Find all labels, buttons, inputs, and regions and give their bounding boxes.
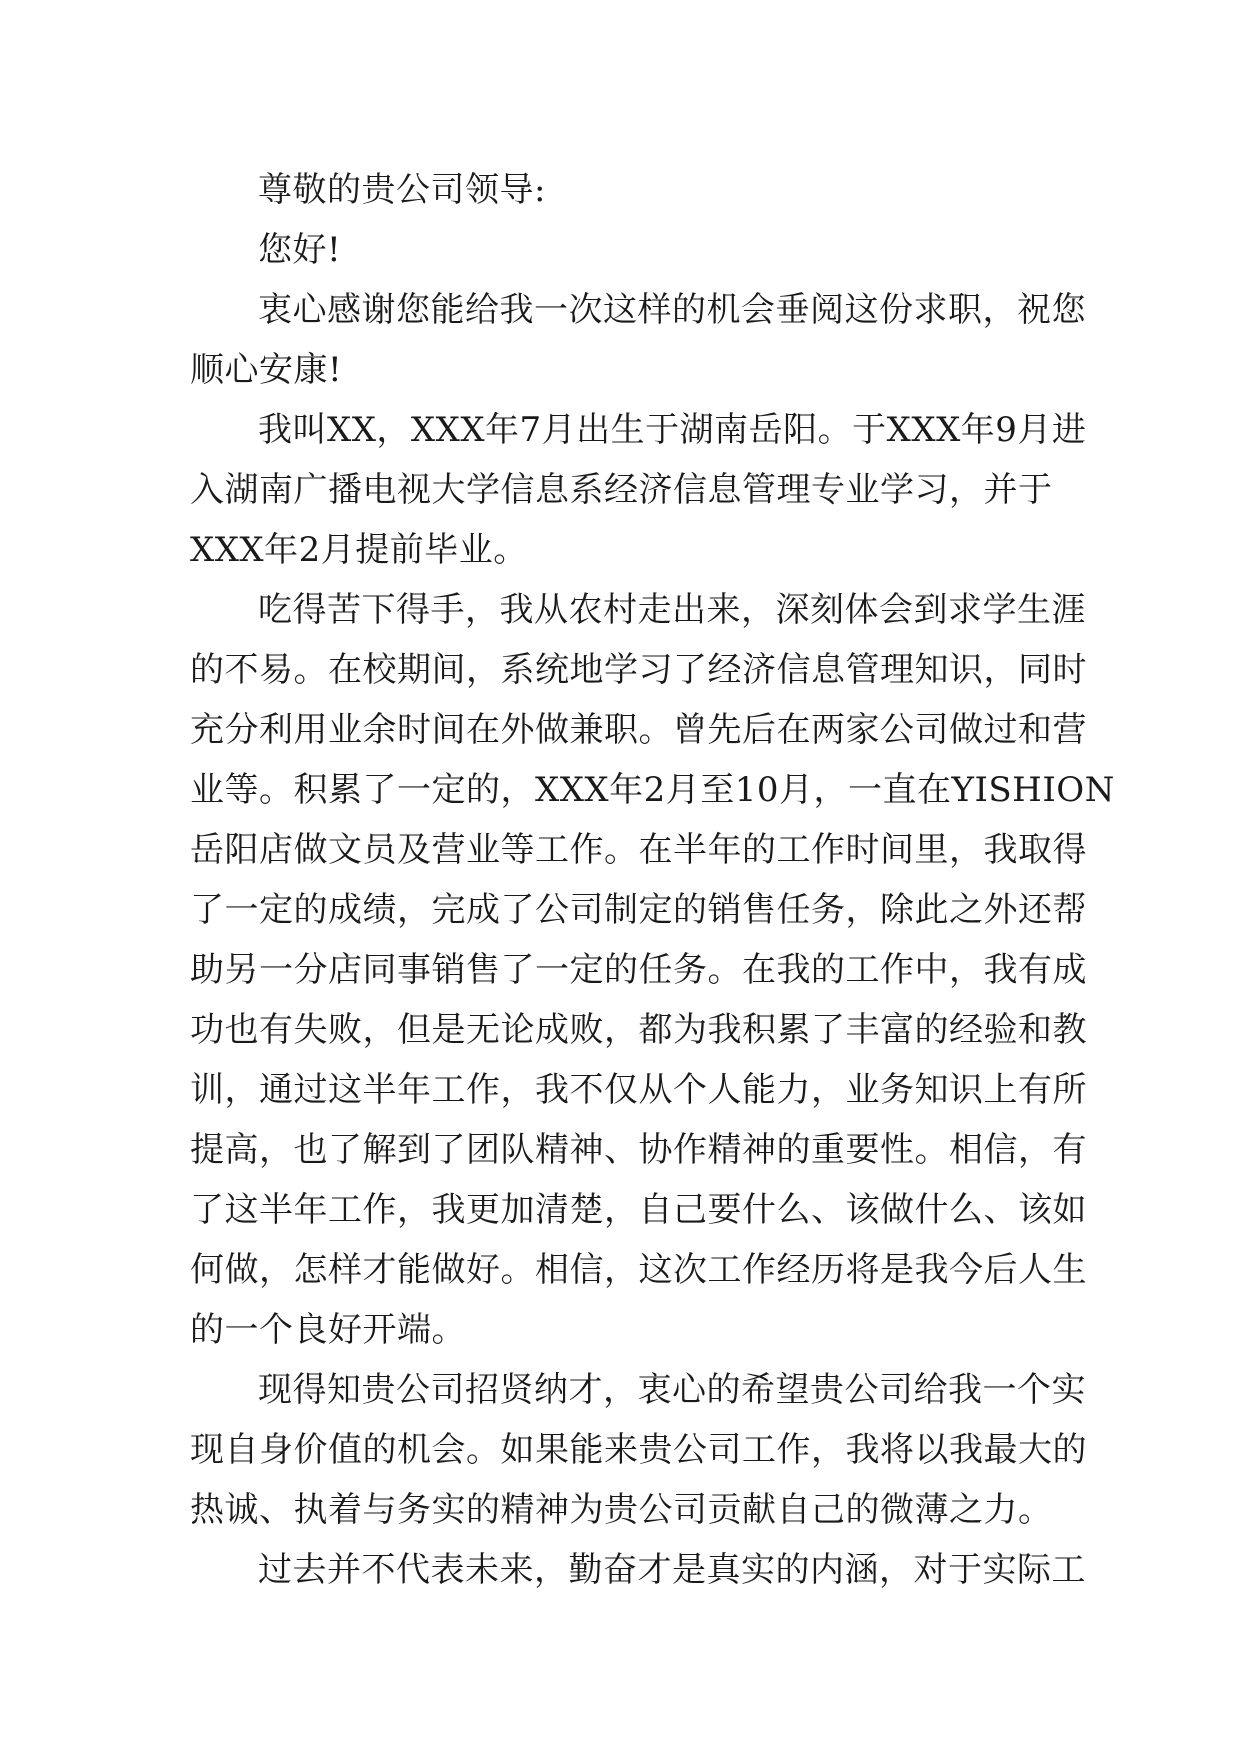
paragraph-line: XXX年2月提前毕业。	[190, 530, 528, 570]
paragraph-line: 充分利用业余时间在外做兼职。曾先后在两家公司做过和营	[190, 710, 1087, 750]
paragraph-line: 何做，怎样才能做好。相信，这次工作经历将是我今后人生	[190, 1250, 1087, 1290]
paragraph-line: 功也有失败，但是无论成败，都为我积累了丰富的经验和教	[190, 1010, 1087, 1050]
letter-body	[190, 160, 1115, 1600]
paragraph-line: 过去并不代表未来，勤奋才是真实的内涵，对于实际工	[258, 1550, 1086, 1590]
salutation: 尊敬的贵公司领导:	[258, 170, 546, 210]
paragraph-line: 了一定的成绩，完成了公司制定的销售任务，除此之外还帮	[190, 890, 1087, 930]
paragraph-line: 现得知贵公司招贤纳才，衷心的希望贵公司给我一个实	[258, 1370, 1086, 1410]
paragraph-line: 现自身价值的机会。如果能来贵公司工作，我将以我最大的	[190, 1430, 1087, 1470]
paragraph-line: 入湖南广播电视大学信息系经济信息管理专业学习，并于	[190, 470, 1053, 510]
paragraph-line: 了这半年工作，我更加清楚，自己要什么、该做什么、该如	[190, 1190, 1087, 1230]
greeting: 您好!	[258, 230, 342, 270]
paragraph-line: 的一个良好开端。	[190, 1310, 466, 1350]
paragraph-line: 热诚、执着与务实的精神为贵公司贡献自己的微薄之力。	[190, 1490, 1053, 1530]
paragraph-line: 吃得苦下得手，我从农村走出来，深刻体会到求学生涯	[258, 590, 1086, 630]
paragraph-line: 业等。积累了一定的，XXX年2月至10月，一直在YISHION	[190, 770, 1115, 810]
paragraph-line: 提高，也了解到了团队精神、协作精神的重要性。相信，有	[190, 1130, 1087, 1170]
paragraph-line: 衷心感谢您能给我一次这样的机会垂阅这份求职，祝您	[258, 290, 1086, 330]
paragraph-line: 我叫XX，XXX年7月出生于湖南岳阳。于XXX年9月进	[258, 410, 1087, 450]
paragraph-line: 顺心安康!	[190, 350, 343, 390]
paragraph-line: 的不易。在校期间，系统地学习了经济信息管理知识，同时	[190, 650, 1087, 690]
paragraph-line: 助另一分店同事销售了一定的任务。在我的工作中，我有成	[190, 950, 1087, 990]
paragraph-line: 训，通过这半年工作，我不仅从个人能力，业务知识上有所	[190, 1070, 1087, 1110]
paragraph-line: 岳阳店做文员及营业等工作。在半年的工作时间里，我取得	[190, 830, 1087, 870]
